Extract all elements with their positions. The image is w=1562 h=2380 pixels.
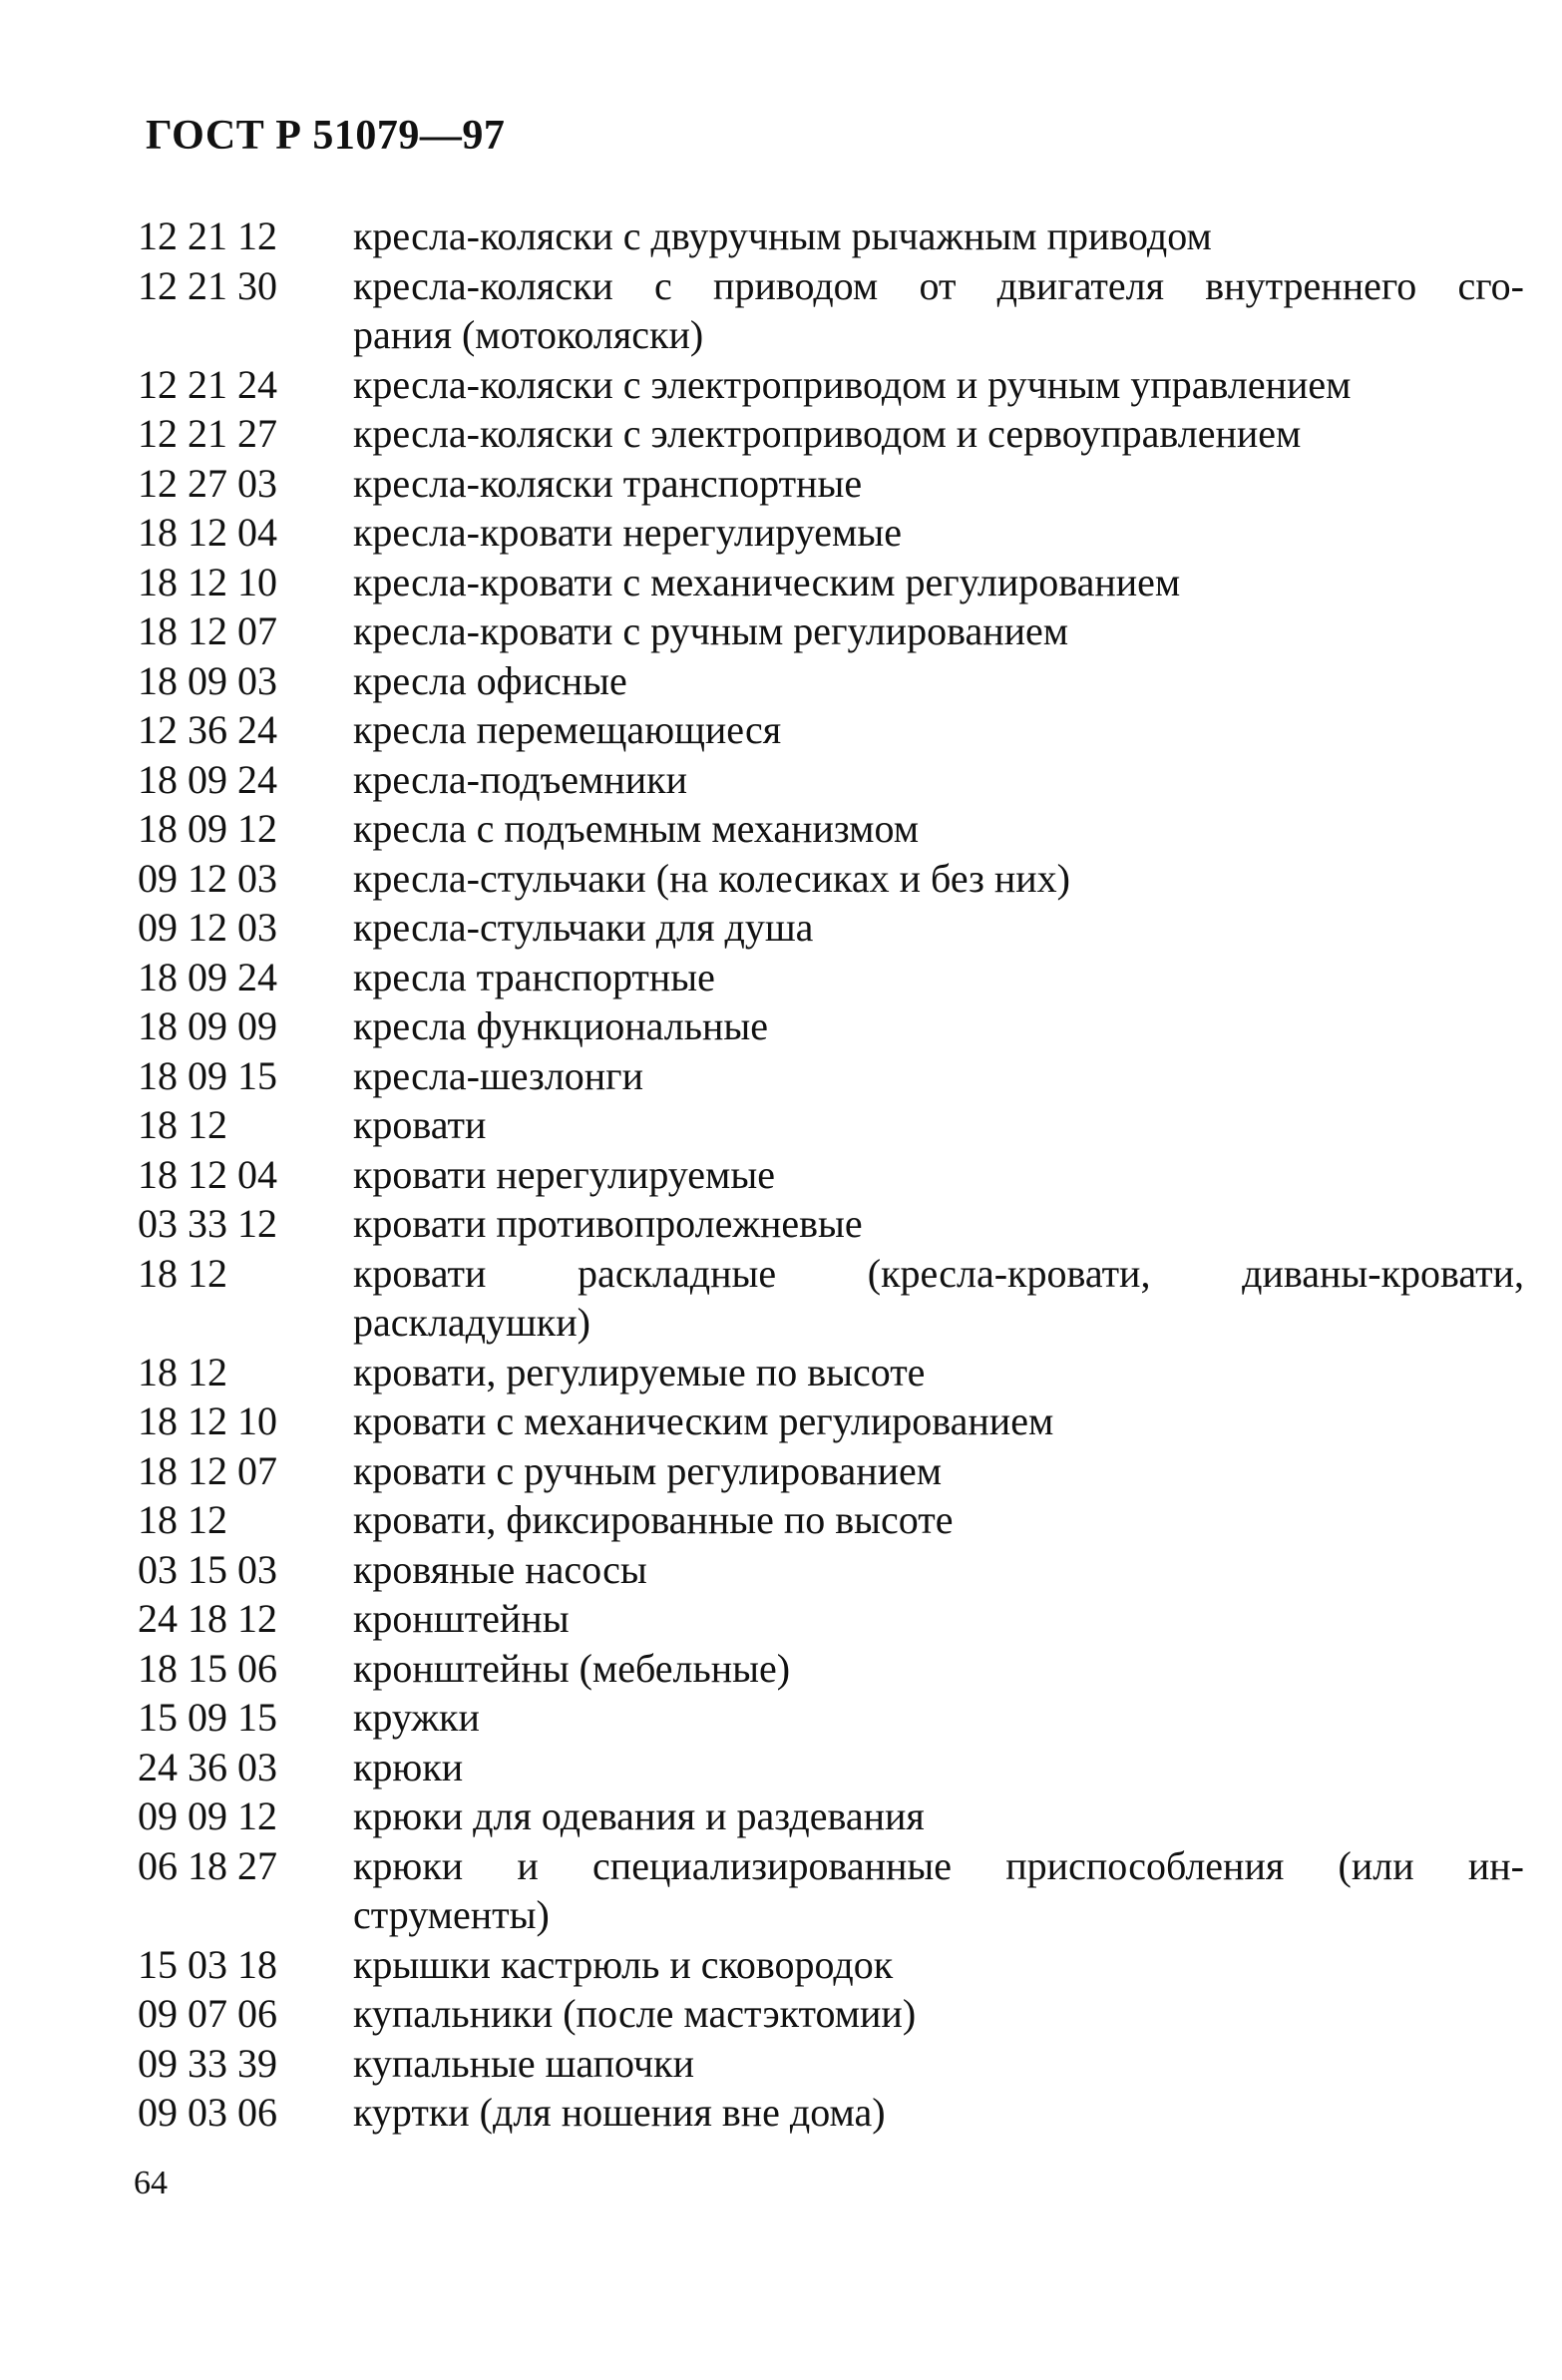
list-item <box>138 705 1524 755</box>
entry-term: кровати, фиксированные по высоте <box>353 1497 954 1542</box>
entry-term-line: кровати раскладные (кресла-кровати, диваны-кровати, <box>353 1250 1524 1296</box>
entry-term-line: раскладушки) <box>353 1300 590 1345</box>
entry-code: 18 12 04 <box>138 1151 277 1197</box>
entry-code: 18 09 09 <box>138 1003 277 1048</box>
list-item <box>138 854 1524 904</box>
entry-code: 09 12 03 <box>138 905 277 950</box>
entry-term-line: рания (мотоколяски) <box>353 312 704 357</box>
entry-code: 18 12 07 <box>138 608 277 653</box>
entry-code: 09 03 06 <box>138 2090 277 2135</box>
list-item <box>138 409 1524 459</box>
entry-term: кресла-кровати нерегулируемые <box>353 510 902 555</box>
entry-code: 18 12 10 <box>138 1398 277 1443</box>
entry-term <box>353 1841 1524 1940</box>
list-item <box>138 1989 1524 2039</box>
list-item <box>138 1693 1524 1743</box>
entry-code: 09 12 03 <box>138 855 277 901</box>
entry-code: 18 09 03 <box>138 657 277 703</box>
list-item <box>138 1743 1524 1792</box>
entry-term-line: кресла-коляски с приводом от двигателя внутреннего сго- <box>353 262 1524 308</box>
entry-term: кресла-кровати с механическим регулированием <box>353 559 1181 604</box>
entry-term: купальные шапочки <box>353 2040 694 2086</box>
entry-code: 12 21 27 <box>138 411 277 456</box>
list-item <box>138 360 1524 410</box>
list-item <box>138 1199 1524 1249</box>
entry-code: 18 12 <box>138 1349 227 1394</box>
entry-term: кресла-коляски транспортные <box>353 460 863 506</box>
entry-term: кресла офисные <box>353 657 627 703</box>
entry-code: 18 09 24 <box>138 954 277 999</box>
entry-code: 18 12 <box>138 1250 227 1296</box>
entry-term: кресла перемещающиеся <box>353 707 782 752</box>
entry-term: кресла функциональные <box>353 1003 768 1048</box>
entry-term: кружки <box>353 1695 480 1740</box>
entry-term: кресла-подъемники <box>353 756 687 802</box>
list-item <box>138 755 1524 805</box>
entry-term: кресла с подъемным механизмом <box>353 806 920 851</box>
entry-code: 18 09 24 <box>138 756 277 802</box>
entry-term: кресла-стульчаки (на колесиках и без них) <box>353 855 1071 901</box>
entry-term: кровати нерегулируемые <box>353 1151 775 1197</box>
entry-term: кресла-коляски с электроприводом и сервоуправлением <box>353 411 1302 456</box>
entry-code: 18 12 07 <box>138 1447 277 1493</box>
list-item <box>138 1396 1524 1446</box>
list-item <box>138 606 1524 656</box>
entry-term: куртки (для ношения вне дома) <box>353 2090 886 2135</box>
list-item <box>138 903 1524 953</box>
entry-term: кресла-коляски с электроприводом и ручным управлением <box>353 361 1352 407</box>
list-item <box>138 508 1524 558</box>
entry-term-line: крюки и специализированные приспособления (или ин- <box>353 1842 1524 1888</box>
entry-term: купальники (после мастэктомии) <box>353 1991 917 2036</box>
list-item <box>138 558 1524 607</box>
entry-code: 09 09 12 <box>138 1793 277 1838</box>
entry-code: 09 07 06 <box>138 1991 277 2036</box>
list-item <box>138 1841 1524 1940</box>
entry-term: крышки кастрюль и сковородок <box>353 1941 894 1987</box>
list-item <box>138 1051 1524 1101</box>
list-item <box>138 1249 1524 1348</box>
entry-code: 06 18 27 <box>138 1842 277 1888</box>
list-item <box>138 1791 1524 1841</box>
entry-term: кровати с механическим регулированием <box>353 1398 1054 1443</box>
entry-code: 18 15 06 <box>138 1645 277 1691</box>
list-item <box>138 1100 1524 1150</box>
entry-term-line: струменты) <box>353 1892 550 1937</box>
entry-code: 24 36 03 <box>138 1744 277 1789</box>
entry-code: 18 12 04 <box>138 510 277 555</box>
entry-term: крюки для одевания и раздевания <box>353 1793 925 1838</box>
list-item <box>138 953 1524 1002</box>
list-item <box>138 261 1524 360</box>
list-item <box>138 2088 1524 2138</box>
list-item <box>138 1001 1524 1051</box>
list-item <box>138 1940 1524 1990</box>
entry-term: кресла-шезлонги <box>353 1052 643 1098</box>
entry-term: кресла-коляски с двуручным рычажным приводом <box>353 213 1212 258</box>
entry-term: кресла транспортные <box>353 954 715 999</box>
entry-term: крюки <box>353 1744 464 1789</box>
entry-code: 18 09 15 <box>138 1052 277 1098</box>
entry-code: 15 03 18 <box>138 1941 277 1987</box>
entry-term <box>353 1249 1524 1348</box>
entry-code: 18 12 <box>138 1102 227 1147</box>
entry-code: 12 21 12 <box>138 213 277 258</box>
list-item <box>138 2039 1524 2089</box>
document-header: ГОСТ Р 51079—97 <box>146 113 506 159</box>
entry-term: кровати с ручным регулированием <box>353 1447 943 1493</box>
entry-code: 24 18 12 <box>138 1596 277 1641</box>
page-number: 64 <box>134 2165 168 2201</box>
list-item <box>138 656 1524 706</box>
entry-term: кронштейны (мебельные) <box>353 1645 791 1691</box>
entry-code: 15 09 15 <box>138 1695 277 1740</box>
list-item <box>138 1348 1524 1397</box>
list-item <box>138 1495 1524 1545</box>
list-item <box>138 1644 1524 1694</box>
entry-code: 18 12 10 <box>138 559 277 604</box>
entry-code: 12 27 03 <box>138 460 277 506</box>
entry-term: кресла-стульчаки для душа <box>353 905 814 950</box>
entry-code: 18 09 12 <box>138 806 277 851</box>
entry-code: 09 33 39 <box>138 2040 277 2086</box>
list-item <box>138 1446 1524 1496</box>
entry-term: кровати <box>353 1102 487 1147</box>
list-item <box>138 211 1524 261</box>
entry-term <box>353 261 1524 360</box>
entry-code: 12 36 24 <box>138 707 277 752</box>
list-item <box>138 1594 1524 1644</box>
entry-term: кровати противопролежневые <box>353 1201 863 1246</box>
entry-code: 12 21 24 <box>138 361 277 407</box>
list-item <box>138 1545 1524 1595</box>
entry-term: кронштейны <box>353 1596 570 1641</box>
list-item <box>138 459 1524 509</box>
list-item <box>138 1150 1524 1200</box>
entry-code: 18 12 <box>138 1497 227 1542</box>
entry-term: кресла-кровати с ручным регулированием <box>353 608 1069 653</box>
entry-term: кровяные насосы <box>353 1546 647 1592</box>
entry-code: 03 15 03 <box>138 1546 277 1592</box>
list-item <box>138 804 1524 854</box>
entry-code: 12 21 30 <box>138 262 277 308</box>
entry-list <box>138 211 1524 2138</box>
entry-term: кровати, регулируемые по высоте <box>353 1349 926 1394</box>
entry-code: 03 33 12 <box>138 1201 277 1246</box>
